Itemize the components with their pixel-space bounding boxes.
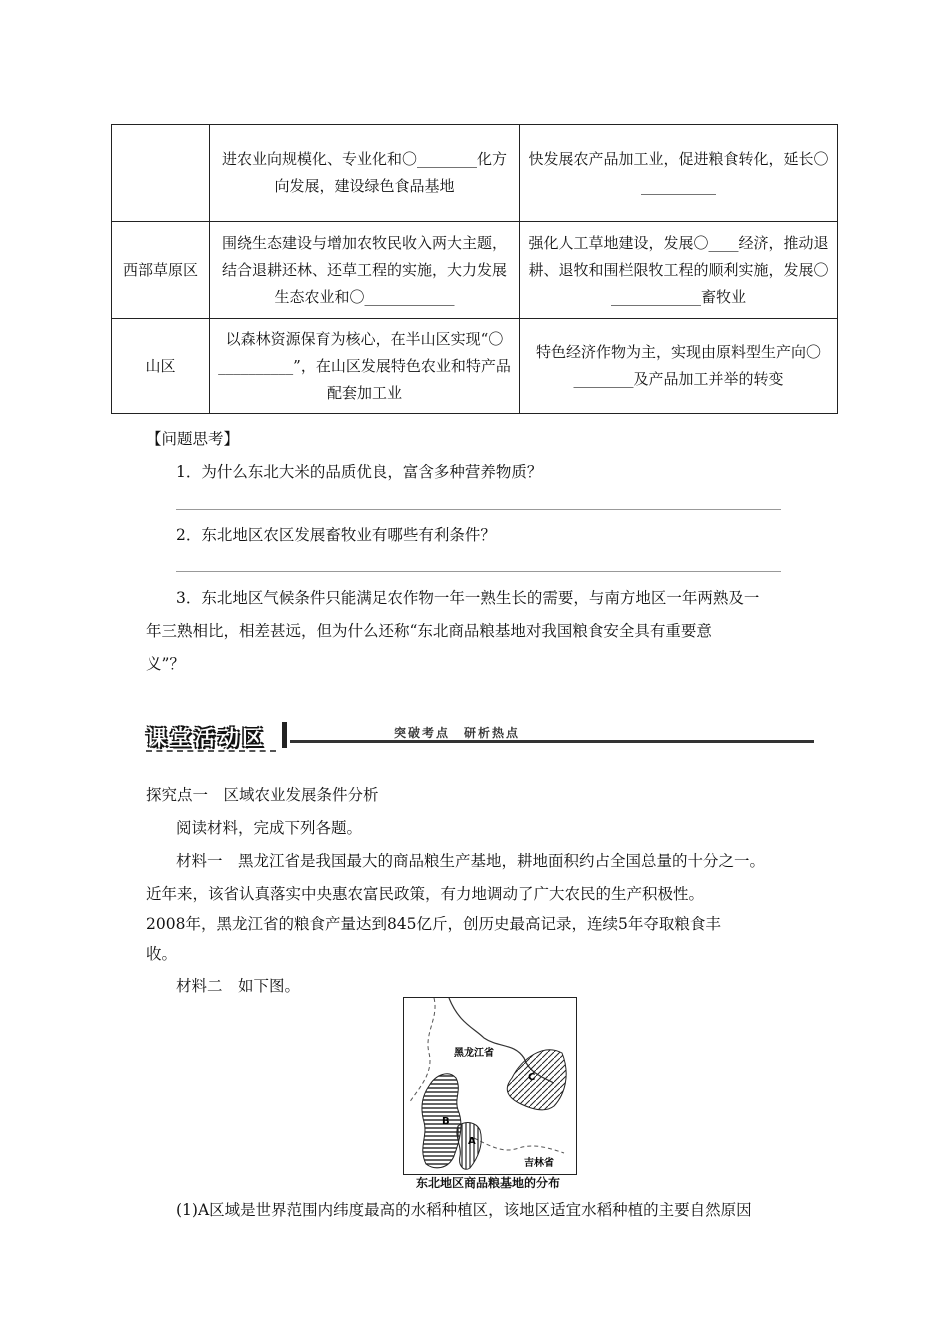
label-a: A [468,1136,476,1147]
section-title: 课堂活动区 [146,726,266,750]
direction-cell: 围绕生态建设与增加农牧民收入两大主题，结合退耕还林、还草工程的实施，大力发展生态农业和〇____________ [210,222,520,319]
table-row [112,125,838,222]
direction-cell: 以森林资源保育为核心，在半山区实现“〇__________”，在山区发展特色农业和特产品配套加工业 [210,319,520,414]
banner-rule [290,740,814,743]
explore-title: 探究点一 区域农业发展条件分析 [146,786,379,804]
question-3-line-3: 义”？ [146,655,185,673]
label-c: C [528,1072,536,1083]
answer-line-1[interactable] [176,509,781,510]
agriculture-table [111,124,838,414]
question-3-line-1: 3．东北地区气候条件只能满足农作物一年一熟生长的需要，与南方地区一年两熟及一 [176,589,760,607]
border-south [474,1138,564,1153]
question-2: 2．东北地区农区发展畜牧业有哪些有利条件？ [176,526,496,544]
explore-question-1: (1)A区域是世界范围内纬度最高的水稻种植区，该地区适宜水稻种植的主要自然原因 [176,1201,752,1219]
region-cell [112,125,210,222]
table-row [112,319,838,414]
region-cell: 山区 [112,319,210,414]
banner-divider [282,722,287,748]
material-1-line-2: 近年来，该省认真落实中央惠农富民政策，有力地调动了广大农民的生产积极性。 [146,885,705,903]
map-caption: 东北地区商品粮基地的分布 [415,1176,560,1190]
measure-cell: 强化人工草地建设，发展〇____经济，推动退耕、退牧和围栏限牧工程的顺利实施，发展〇____________畜牧业 [520,222,838,319]
label-b: B [442,1116,450,1127]
measure-cell: 特色经济作物为主，实现由原料型生产向〇________及产品加工并举的转变 [520,319,838,414]
material-1-line-4: 收。 [146,945,178,963]
measure-cell: 快发展农产品加工业，促进粮食转化，延长〇__________ [520,125,838,222]
material-2: 材料二 如下图。 [176,977,301,995]
direction-cell: 进农业向规模化、专业化和〇________化方向发展，建设绿色食品基地 [210,125,520,222]
answer-line-2[interactable] [176,571,781,572]
section-subtitle: 突破考点 研析热点 [394,726,521,740]
label-jilin: 吉林省 [524,1158,554,1169]
material-1-line-3: 2008年，黑龙江省的粮食产量达到845亿斤，创历史最高记录，连续5年夺取粮食丰 [146,915,721,933]
map-drawing [404,998,576,1174]
region-cell: 西部草原区 [112,222,210,319]
question-1: 1．为什么东北大米的品质优良，富含多种营养物质？ [176,463,543,481]
material-1-line-1: 材料一 黑龙江省是我国最大的商品粮生产基地，耕地面积约占全国总量的十分之一。 [176,852,766,870]
banner-dash [146,750,276,752]
section-banner [146,718,814,754]
question-3-line-2: 年三熟相比，相差甚远，但为什么还称“东北商品粮基地对我国粮食安全具有重要意 [146,622,712,640]
commodity-grain-map [403,997,577,1175]
label-heilongjiang: 黑龙江省 [454,1048,494,1059]
table-row [112,222,838,319]
question-heading: 【问题思考】 [146,430,240,448]
explore-intro: 阅读材料，完成下列各题。 [176,819,363,837]
region-c [507,1050,566,1110]
